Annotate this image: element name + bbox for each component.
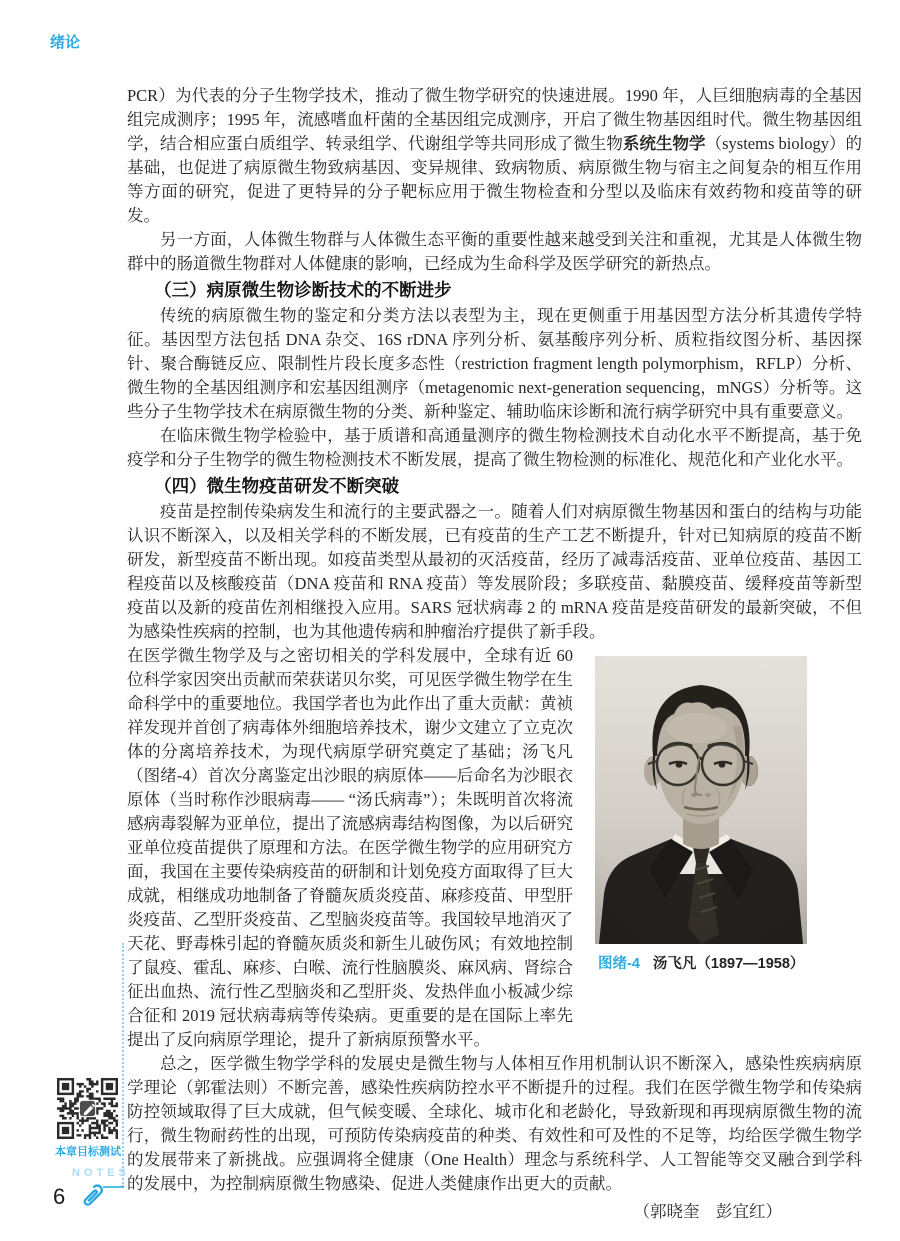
page-number: 6 [53, 1184, 66, 1209]
bold-term-systems-biology: 系统生物学 [622, 135, 706, 153]
figure-caption [598, 952, 862, 976]
paragraph-text: 在临床微生物学检验中，基于质谱和高通量测序的微生物检测技术自动化水平不断提高，基于免疫学和分子生物学的微生物检测技术不断发展，提高了微生物检测的标准化、规范化和产业化水平。 [127, 426, 862, 469]
portrait-illustration [595, 656, 807, 944]
section-heading-4: （四）微生物疫苗研发不断突破 [154, 476, 400, 496]
margin-tick-line [103, 1186, 124, 1188]
paragraph-text: 总之，医学微生物学学科的发展史是微生物与人体相互作用机制认识不断深入，感染性疾病病原学理论（郭霍法则）不断完善，感染性疾病防控水平不断提升的过程。我们在医学微生物学和传染病防控领域取得了巨大成就，但气候变暖、全球化、城市化和老龄化，导致新现和再现病原微生物的流行，微生物耐药性的出现，可预防传染病疫苗的种类、有效性和可及性的不足等，均给医学微生物学的发展带来了新挑战。应强调将全健康（One Health）理念与系统科学、人工智能等交叉融合到学科的发展中，为控制病原微生物感染、促进人类健康作出更大的贡献。 [127, 1054, 862, 1193]
qr-code-graphic [57, 1078, 118, 1139]
notes-label: NOTES [72, 1167, 130, 1179]
paragraph-clinical-testing [127, 424, 862, 472]
running-header: 绪论 [50, 34, 81, 51]
main-text-block [127, 84, 862, 1224]
paragraph-text: 在医学微生物学及与之密切相关的学科发展中，全球有近 60 位科学家因突出贡献而荣获诺贝尔奖，可见医学微生物学在生命科学中的重要地位。我国学者也为此作出了重大贡献：黄祯祥发现并首创了病毒体外细胞培养技术，谢少文建立了立克次体的分离培养技术，为现代病原学研究奠定了基础；汤飞凡（图绪-4）首次分离鉴定出沙眼的病原体——后命名为沙眼衣原体（当时称作沙眼病毒—— “汤氏病毒”）；朱既明首次将流感病毒裂解为亚单位，提出了流感病毒结构图像，为以后研究亚单位疫苗提供了原理和方法。在医学微生物学的应用研究方面，我国在主要传染病疫苗的研制和计划免疫方面取得了巨大成就，相继成功地制备了脊髓灰质炎疫苗、麻疹疫苗、甲型肝炎疫苗、乙型肝炎疫苗、乙型脑炎疫苗等。我国较早地消灭了天花、野毒株引起的脊髓灰质炎和新生儿破伤风；有效地控制了鼠疫、霍乱、麻疹、白喉、流行性脑膜炎、麻风病、肾综合征出血热、流行性乙型脑炎和乙型肝炎、发热伴血小板减少综合征和 2019 冠状病毒病等传染病。更重要的是在国际上率先提出了反向病原学理论，提升了新病原预警水平。 [127, 646, 573, 1049]
paragraph-text: （systems biology）的基础，也促进了病原微生物致病基因、变异规律、致病物质、病原微生物与宿主之间复杂的相互作用等方面的研究，促进了更特异的分子靶标应用于微生物检查和分型以及临床有效药物和疫苗等的研发。 [127, 134, 862, 225]
section-heading-3: （三）病原微生物诊断技术的不断进步 [154, 280, 452, 300]
author-signature: （郭晓奎 彭宜红） [633, 1202, 782, 1221]
paragraph-text: 传统的病原微生物的鉴定和分类方法以表型为主，现在更侧重于用基因型方法分析其遗传学特征。基因型方法包括 DNA 杂交、16S rDNA 序列分析、氨基酸序列分析、质粒指纹图分析、基因探针、聚合酶链反应、限制性片段长度多态性（restriction fragment length polymorphism，RFLP）分析、微生物的全基因组测序和宏基因组测序（metagenomic next-generation sequencing，mNGS）分析等。这些分子生物学技术在病原微生物的分类、新种鉴定、辅助临床诊断和流行病学研究中具有重要意义。 [127, 306, 862, 421]
paragraph-microbiome [127, 228, 862, 276]
paragraph-text: 另一方面，人体微生物群与人体微生态平衡的重要性越来越受到关注和重视，尤其是人体微生物群中的肠道微生物群对人体健康的影响，已经成为生命科学及医学研究的新热点。 [127, 230, 862, 273]
qr-code [57, 1078, 118, 1139]
figure-tang-feifan [573, 644, 862, 976]
figure-caption-text: 汤飞凡（1897—1958） [652, 956, 805, 972]
figure-label: 图绪-4 [598, 956, 640, 972]
portrait-photo [595, 656, 807, 944]
paragraph-text: 疫苗是控制传染病发生和流行的主要武器之一。随着人们对病原微生物基因和蛋白的结构与功能认识不断深入，以及相关学科的不断发展，已有疫苗的生产工艺不断提升，针对已知病原的疫苗不断研发，新型疫苗不断出现。如疫苗类型从最初的灭活疫苗，经历了减毒活疫苗、亚单位疫苗、基因工程疫苗以及核酸疫苗（DNA 疫苗和 RNA 疫苗）等发展阶段；多联疫苗、黏膜疫苗、缓释疫苗等新型疫苗以及新的疫苗佐剂相继投入应用。SARS 冠状病毒 2 的 mRNA 疫苗是疫苗研发的最新突破，不但为感染性疾病的控制，也为其他遗传病和肿瘤治疗提供了新手段。 [127, 502, 862, 641]
paragraph-pcr [127, 84, 862, 228]
paperclip-icon [70, 1176, 112, 1218]
paragraph-diagnostics [127, 304, 862, 424]
paragraph-vaccines [127, 500, 862, 644]
paragraph-text: PCR）为代表的分子生物学技术，推动了微生物学研究的快速进展。1990 年，人巨细胞病毒的全基因组完成测序；1995 年，流感嗜血杆菌的全基因组完成测序，开启了微生物基因组时代。微生物基因组学，结合相应蛋白质组学、转录组学、代谢组学等共同形成了微生物 [127, 86, 862, 153]
paragraph-summary [127, 1052, 862, 1196]
chapter-quiz-label: 本章目标测试 [55, 1146, 121, 1158]
